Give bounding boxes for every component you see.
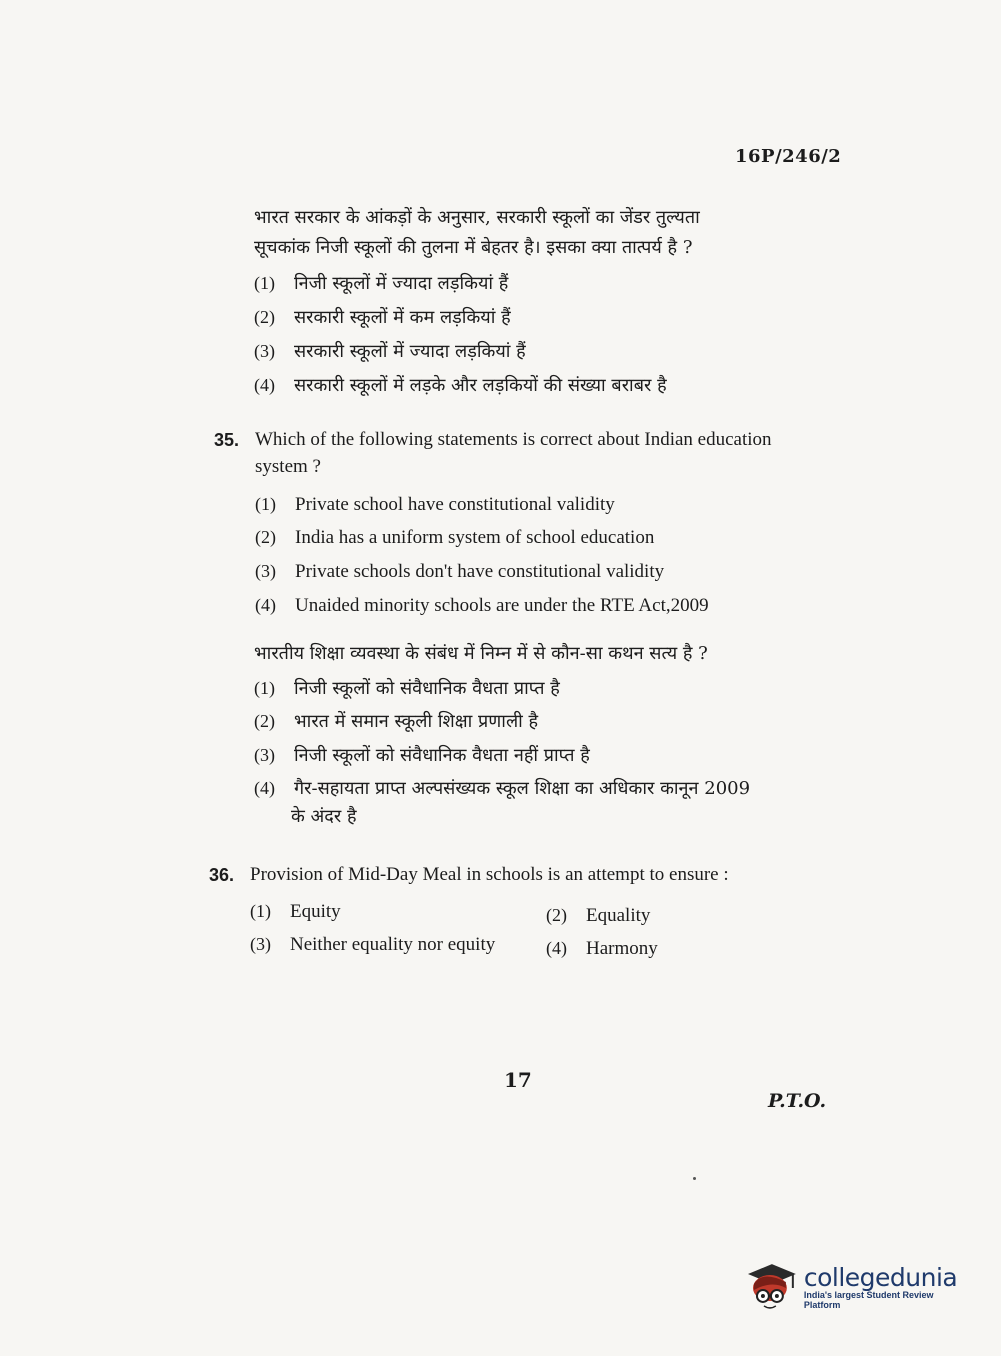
q35-option-1: [255, 489, 615, 520]
option-text: Private schools don't have constitutional validity: [295, 561, 665, 582]
option-text: सरकारी स्कूलों में ज्यादा लड़कियां हैं: [294, 341, 526, 362]
q36-number: 36.: [209, 865, 235, 885]
q35-hindi-option-4: [254, 773, 750, 804]
q35-option-4: [255, 590, 709, 621]
scan-speck: [693, 1177, 696, 1180]
q35-hindi-option-3: [254, 740, 590, 771]
q35-number: 35.: [214, 430, 240, 450]
q35-stem-line2: system ?: [255, 456, 321, 477]
option-text: भारत में समान स्कूली शिक्षा प्रणाली है: [294, 711, 539, 732]
q35-hindi-option-4-continued: के अंदर है: [291, 806, 357, 827]
q36-option-1: [250, 896, 341, 927]
q36-stem: Provision of Mid-Day Meal in schools is an attempt to ensure :: [250, 864, 729, 885]
q36-option-3: [250, 929, 495, 960]
q35-hindi-option-2: [254, 706, 538, 737]
option-text: सरकारी स्कूलों में लड़के और लड़कियों की संख्या बराबर है: [294, 375, 667, 396]
q35-stem-line1: Which of the following statements is correct about Indian education: [255, 429, 772, 450]
option-number: (3): [255, 561, 276, 581]
q34-hindi-option-4: [254, 370, 667, 401]
option-number: (1): [254, 273, 275, 293]
option-text: Unaided minority schools are under the RTE Act,2009: [295, 595, 709, 616]
option-text: India has a uniform system of school education: [295, 527, 655, 548]
q34-hindi-option-2: [254, 302, 511, 333]
option-text: निजी स्कूलों को संवैधानिक वैधता नहीं प्राप्त है: [294, 745, 590, 766]
option-text: Private school have constitutional validity: [295, 494, 615, 515]
option-text: Neither equality nor equity: [290, 934, 496, 955]
brand-name: collegedunia: [803, 1262, 958, 1292]
option-number: (4): [255, 595, 276, 615]
option-number: (2): [254, 307, 275, 327]
option-number: (2): [254, 711, 275, 731]
q36-option-4: [546, 933, 658, 964]
q35-option-3: [255, 556, 664, 587]
option-number: (4): [254, 375, 275, 395]
q34-hindi-stem-line1: भारत सरकार के आंकड़ों के अनुसार, सरकारी स्कूलों का जेंडर तुल्यता: [254, 207, 700, 228]
option-number: (4): [254, 778, 275, 798]
option-number: (3): [250, 934, 271, 954]
option-number: (2): [255, 527, 276, 547]
brand-tagline: India's largest Student Review Platform: [803, 1289, 934, 1310]
q36-option-2: [546, 900, 650, 931]
q35-hindi-option-1: [254, 673, 560, 704]
option-text: सरकारी स्कूलों में कम लड़कियां हैं: [294, 307, 511, 328]
q35-option-2: [255, 522, 654, 553]
option-text: निजी स्कूलों में ज्यादा लड़कियां हैं: [294, 273, 509, 294]
q34-hindi-option-3: [254, 336, 526, 367]
page-number: 17: [504, 1068, 532, 1092]
option-number: (2): [546, 905, 567, 925]
mascot-icon: [742, 1258, 798, 1314]
option-number: (1): [254, 678, 275, 698]
q34-hindi-option-1: [254, 268, 508, 299]
option-number: (1): [255, 494, 276, 514]
q34-hindi-stem-line2: सूचकांक निजी स्कूलों की तुलना में बेहतर है। इसका क्या तात्पर्य है ?: [254, 237, 693, 258]
q35-hindi-stem: भारतीय शिक्षा व्यवस्था के संबंध में निम्न में से कौन-सा कथन सत्य है ?: [254, 643, 708, 664]
option-text: निजी स्कूलों को संवैधानिक वैधता प्राप्त है: [294, 678, 560, 699]
option-text: Equity: [290, 901, 341, 922]
option-text: गैर-सहायता प्राप्त अल्पसंख्यक स्कूल शिक्षा का अधिकार कानून 2009: [294, 778, 751, 799]
option-number: (1): [250, 901, 271, 921]
option-text: Harmony: [586, 938, 658, 959]
collegedunia-watermark: [742, 1250, 972, 1322]
option-number: (3): [254, 341, 275, 361]
option-number: (3): [254, 745, 275, 765]
option-number: (4): [546, 938, 567, 958]
option-text: Equality: [586, 905, 651, 926]
pto-label: P.T.O.: [768, 1090, 827, 1112]
paper-code: 16P/246/2: [735, 146, 842, 167]
